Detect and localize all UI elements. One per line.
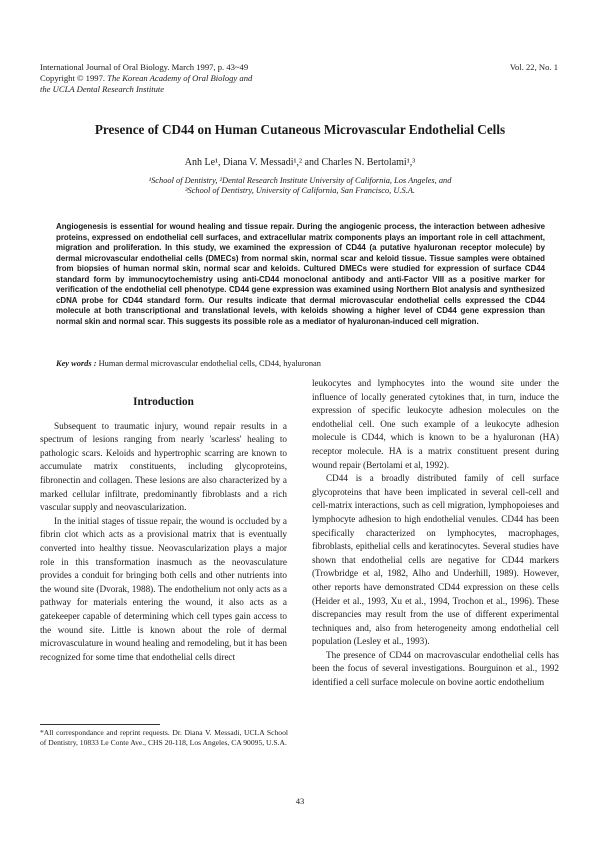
- affiliation-line-2: ³School of Dentistry, University of California, San Francisco, U.S.A.: [184, 186, 415, 195]
- article-title: Presence of CD44 on Human Cutaneous Microvascular Endothelial Cells: [94, 122, 506, 137]
- abstract: Angiogenesis is essential for wound healing and tissue repair. During the angiogenic process, the interaction between adhesive proteins, expressed on endothelial cell surfaces, and extracellular matrix components plays an important role in cell attachment, migration and proliferation. In this study, we examined the expression of CD44 (a putative hyaluronan receptor molecule) by dermal microvascular endothelial cells (DMECs) from normal skin, normal scar and keloid tissue. Tissue samples were obtained from biopsies of human normal skin, normal scar and keloids. Cultured DMECs were studied for expression of surface CD44 standard form by immunocytochemistry using anti-CD44 monoclonal antibody and anti-Factor VIII as a positive marker for verification of the endothelial cell phenotype. CD44 gene expression was examined using Northern Blot analysis and synthesized cDNA probe for CD44 standard form. Our results indicate that dermal microvascular endothelial cells expressed the CD44 molecule at both transcriptional and translational levels, with keloids showing a higher level of CD44 gene expression than normal skin and normal scar. This suggests its possible role as a mediator of hyaluronan-induced cell migration.: [56, 222, 545, 326]
- copyright-holder: The Korean Academy of Oral Biology and: [105, 73, 253, 83]
- body-paragraph-continued: leukocytes and lymphocytes into the wound site under the influence of locally generated cytokines that, in turn, induce the expression of specific leukocyte adhesion molecules on the endothelial cell. One such example of a leukocyte adhesion molecule is CD44, which is known to be a hyaluronan (HA) receptor molecule. HA is a matrix constituent present during wound repair (Bertolami et al, 1992).: [312, 378, 559, 470]
- journal-header: [40, 62, 252, 95]
- intro-paragraph-1: Subsequent to traumatic injury, wound repair results in a spectrum of lesions ranging from nearly 'scarless' healing to pathologic scars. Keloids and hypertrophic scarring are known to accumulate matrix constituents, including glycoproteins, fibronectin and collagen. These lesions are also characterized by a marked cellular infiltrate, predominantly fibroblasts and a rich vascular supply and neovascularization.: [40, 420, 287, 513]
- right-column: [312, 377, 559, 690]
- left-column: [40, 396, 287, 664]
- copyright-prefix: Copyright © 1997.: [40, 73, 106, 83]
- copyright-line-2: the UCLA Dental Research Institute: [40, 84, 165, 94]
- copyright-line: [40, 73, 252, 84]
- journal-citation: International Journal of Oral Biology. March 1997, p. 43~49: [40, 62, 249, 72]
- keywords-label: Key words :: [56, 359, 97, 368]
- intro-paragraph-2: In the initial stages of tissue repair, the wound is occluded by a fibrin clot which acts as a provisional matrix that is eventually converted into healthy tissue. Neovascularization plays a major role in this transformation inasmuch as the neovasculature provides a conduit for bringing both cells and other nutrients into the wound site (Dvorak, 1988). The endothelium not only acts as a pathway for materials entering the wound, it also acts as a gatekeeper capable of determining which cell types gain access to the wound site. Little is known about the role of dermal microvasculature in wound healing and remodeling, but it has been recognized for some time that endothelial cells direct: [40, 515, 287, 662]
- keywords-text: Human dermal microvascular endothelial cells, CD44, hyaluronan: [96, 359, 321, 368]
- keywords: [56, 359, 545, 368]
- author-list: Anh Le¹, Diana V. Messadi¹,² and Charles N. Bertolami¹,³: [184, 157, 416, 168]
- affiliation-line-1: ¹School of Dentistry, ²Dental Research Institute University of California, Los Angeles, and: [148, 176, 452, 185]
- footnote-divider: [40, 724, 160, 725]
- section-heading-introduction: Introduction: [133, 396, 194, 408]
- page-number: 43: [295, 796, 305, 806]
- volume-label: Vol. 22, No. 1: [509, 62, 558, 72]
- body-paragraph-macrovascular: The presence of CD44 on macrovascular endothelial cells has been the focus of several investigations. Bourguinon et al., 1992 identified a cell surface molecule on bovine aortic endothelium: [312, 649, 559, 688]
- correspondence-footnote: *All correspondance and reprint requests. Dr. Diana V. Messadi, UCLA School of Dentistry, 10833 Le Conte Ave., CHS 20-118, Los Angeles, CA 90095, U.S.A.: [40, 728, 288, 747]
- body-paragraph-cd44: CD44 is a broadly distributed family of cell surface glycoproteins that have been implicated in several cell-cell and cell-matrix interactions, such as cell migration, lymphopoieses and lymphocyte adhesion to high endothelial venules. CD44 has been specifically characterized on lymphocytes, macrophages, fibroblasts, epithelial cells and keratinocytes. Several studies have shown that endothelial cells are negative for CD44 markers (Trowbridge et al, 1982, Alho and Underhill, 1989). However, other reports have demonstrated CD44 expression on these cells (Heider et al., 1993, Xu et al., 1994, Trochon et al., 1996). These discrepancies may result from the use of different experimental techniques and, also from heterogeneity among endothelial cell population (Lesley et al., 1993).: [312, 473, 559, 647]
